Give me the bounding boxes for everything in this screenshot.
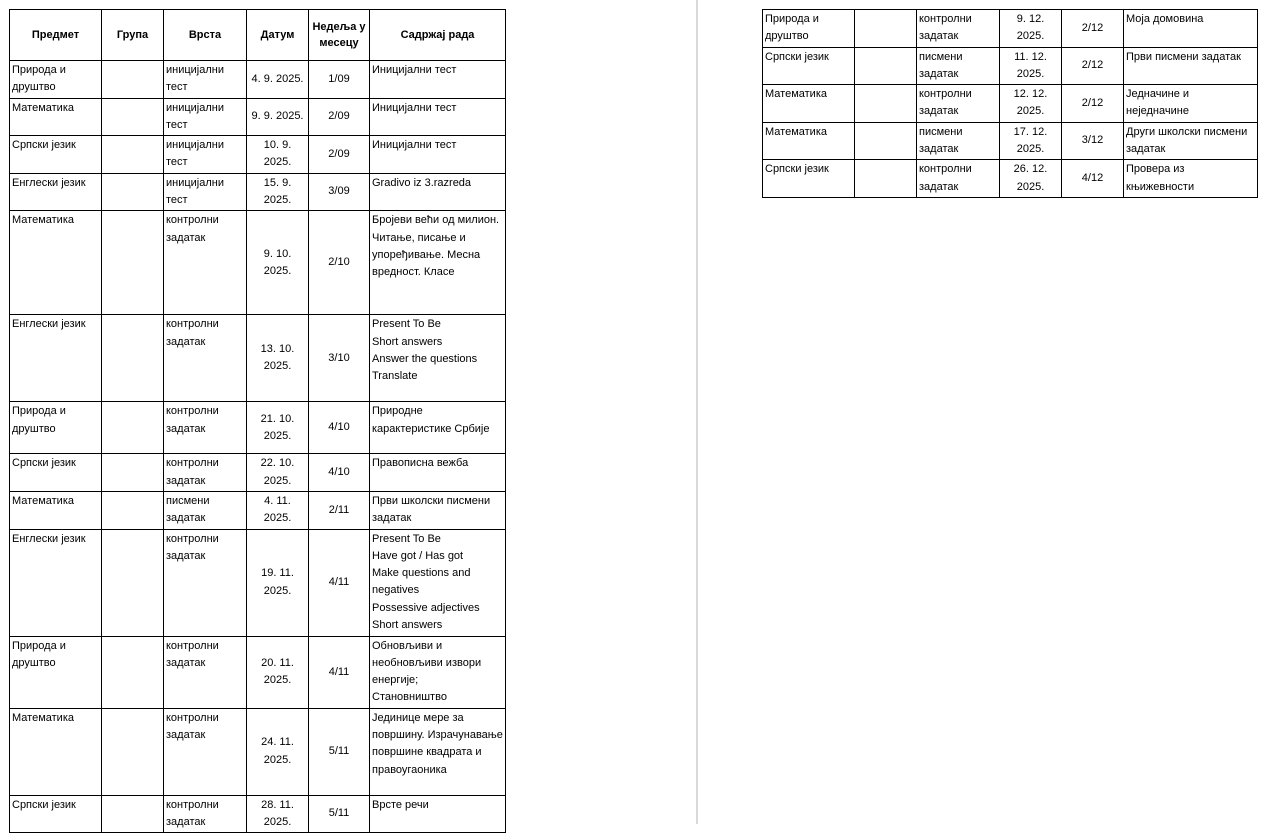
- cell-date: 20. 11. 2025.: [247, 636, 309, 708]
- cell-content: Јединице мере за површину. Израчунавање површине квадрата и правоугаоника: [370, 708, 506, 795]
- cell-type: иницијални тест: [164, 98, 247, 136]
- cell-subject: Српски језик: [10, 795, 102, 833]
- cell-type: писмени задатак: [917, 122, 1000, 160]
- cell-content: Иницијални тест: [370, 136, 506, 174]
- cell-week: 3/12: [1062, 122, 1124, 160]
- cell-week: 3/09: [309, 173, 370, 211]
- table-row: [10, 211, 506, 315]
- cell-group: [855, 160, 917, 198]
- cell-week: 2/12: [1062, 47, 1124, 85]
- table-row: [763, 160, 1258, 198]
- table-row: [763, 122, 1258, 160]
- table-row: [10, 795, 506, 833]
- cell-content: Правописна вежба: [370, 454, 506, 492]
- cell-group: [102, 98, 164, 136]
- header-type: Врста: [164, 10, 247, 61]
- cell-week: 2/09: [309, 136, 370, 174]
- cell-week: 2/11: [309, 491, 370, 529]
- cell-subject: Математика: [10, 491, 102, 529]
- header-subject: Предмет: [10, 10, 102, 61]
- cell-subject: Математика: [10, 211, 102, 315]
- cell-group: [102, 708, 164, 795]
- cell-group: [102, 315, 164, 402]
- cell-date: 28. 11. 2025.: [247, 795, 309, 833]
- cell-type: иницијални тест: [164, 173, 247, 211]
- cell-content: Present To Be Short answers Answer the questions Translate: [370, 315, 506, 402]
- table-row: [10, 708, 506, 795]
- cell-type: иницијални тест: [164, 61, 247, 99]
- cell-content: Иницијални тест: [370, 61, 506, 99]
- cell-week: 4/10: [309, 454, 370, 492]
- cell-date: 9. 10. 2025.: [247, 211, 309, 315]
- header-group: Група: [102, 10, 164, 61]
- cell-content: Једначине и неједначине: [1124, 85, 1258, 123]
- cell-subject: Енглески језик: [10, 315, 102, 402]
- cell-group: [102, 795, 164, 833]
- cell-group: [855, 47, 917, 85]
- cell-type: контролни задатак: [917, 10, 1000, 48]
- table-row: [10, 61, 506, 99]
- cell-type: контролни задатак: [164, 315, 247, 402]
- cell-type: писмени задатак: [164, 491, 247, 529]
- cell-date: 12. 12. 2025.: [1000, 85, 1062, 123]
- cell-content: Gradivo iz 3.razreda: [370, 173, 506, 211]
- cell-date: 11. 12. 2025.: [1000, 47, 1062, 85]
- cell-content: Други школски писмени задатак: [1124, 122, 1258, 160]
- cell-content: Први писмени задатак: [1124, 47, 1258, 85]
- test-schedule-table-page-1: [9, 9, 506, 833]
- cell-group: [102, 61, 164, 99]
- cell-date: 9. 12. 2025.: [1000, 10, 1062, 48]
- table-row: [10, 636, 506, 708]
- cell-group: [855, 85, 917, 123]
- cell-subject: Математика: [763, 85, 855, 123]
- cell-subject: Српски језик: [10, 454, 102, 492]
- cell-group: [102, 211, 164, 315]
- cell-content: Врсте речи: [370, 795, 506, 833]
- cell-date: 26. 12. 2025.: [1000, 160, 1062, 198]
- cell-date: 13. 10. 2025.: [247, 315, 309, 402]
- cell-group: [102, 529, 164, 636]
- cell-type: контролни задатак: [164, 402, 247, 454]
- cell-type: контролни задатак: [164, 708, 247, 795]
- cell-group: [102, 636, 164, 708]
- cell-week: 2/09: [309, 98, 370, 136]
- cell-group: [102, 173, 164, 211]
- cell-subject: Енглески језик: [10, 173, 102, 211]
- cell-content: Провера из књижевности: [1124, 160, 1258, 198]
- cell-week: 2/10: [309, 211, 370, 315]
- cell-type: контролни задатак: [164, 636, 247, 708]
- cell-date: 4. 11. 2025.: [247, 491, 309, 529]
- cell-group: [102, 491, 164, 529]
- cell-subject: Српски језик: [10, 136, 102, 174]
- cell-week: 1/09: [309, 61, 370, 99]
- table-row: [10, 136, 506, 174]
- cell-week: 5/11: [309, 795, 370, 833]
- cell-subject: Математика: [10, 98, 102, 136]
- table-row: [10, 529, 506, 636]
- cell-subject: Математика: [10, 708, 102, 795]
- cell-date: 22. 10. 2025.: [247, 454, 309, 492]
- header-date: Датум: [247, 10, 309, 61]
- test-schedule-table-page-2: [762, 9, 1258, 198]
- cell-subject: Природа и друштво: [10, 402, 102, 454]
- table-row: [10, 402, 506, 454]
- cell-type: писмени задатак: [917, 47, 1000, 85]
- cell-week: 4/12: [1062, 160, 1124, 198]
- cell-type: контролни задатак: [917, 160, 1000, 198]
- cell-content: Иницијални тест: [370, 98, 506, 136]
- cell-type: контролни задатак: [164, 795, 247, 833]
- cell-content: Први школски писмени задатак: [370, 491, 506, 529]
- cell-week: 4/11: [309, 529, 370, 636]
- cell-group: [855, 10, 917, 48]
- cell-date: 10. 9. 2025.: [247, 136, 309, 174]
- cell-content: Природне карактеристике Србије: [370, 402, 506, 454]
- table-row: [763, 85, 1258, 123]
- cell-subject: Енглески језик: [10, 529, 102, 636]
- cell-subject: Природа и друштво: [10, 636, 102, 708]
- cell-date: 17. 12. 2025.: [1000, 122, 1062, 160]
- cell-subject: Природа и друштво: [763, 10, 855, 48]
- page-divider: [696, 0, 698, 824]
- table-row: [763, 47, 1258, 85]
- table-row: [10, 98, 506, 136]
- cell-subject: Математика: [763, 122, 855, 160]
- cell-type: контролни задатак: [164, 454, 247, 492]
- header-week: Недеља у месецу: [309, 10, 370, 61]
- cell-week: 4/11: [309, 636, 370, 708]
- table-row: [10, 315, 506, 402]
- cell-week: 2/12: [1062, 10, 1124, 48]
- header-content: Садржај рада: [370, 10, 506, 61]
- cell-group: [855, 122, 917, 160]
- cell-subject: Српски језик: [763, 47, 855, 85]
- header-row: [10, 10, 506, 61]
- cell-group: [102, 454, 164, 492]
- table-row: [10, 454, 506, 492]
- cell-group: [102, 136, 164, 174]
- cell-content: Present To Be Have got / Has got Make questions and negatives Possessive adjectives Short answers: [370, 529, 506, 636]
- cell-date: 19. 11. 2025.: [247, 529, 309, 636]
- cell-date: 9. 9. 2025.: [247, 98, 309, 136]
- table-row: [10, 491, 506, 529]
- cell-date: 15. 9. 2025.: [247, 173, 309, 211]
- cell-date: 24. 11. 2025.: [247, 708, 309, 795]
- table-row: [10, 173, 506, 211]
- cell-type: контролни задатак: [917, 85, 1000, 123]
- cell-week: 4/10: [309, 402, 370, 454]
- cell-date: 4. 9. 2025.: [247, 61, 309, 99]
- cell-content: Моја домовина: [1124, 10, 1258, 48]
- cell-type: иницијални тест: [164, 136, 247, 174]
- table-row: [763, 10, 1258, 48]
- cell-subject: Српски језик: [763, 160, 855, 198]
- cell-date: 21. 10. 2025.: [247, 402, 309, 454]
- cell-type: контролни задатак: [164, 529, 247, 636]
- cell-type: контролни задатак: [164, 211, 247, 315]
- cell-content: Бројеви већи од милион. Читање, писање и упоређивање. Месна вредност. Класе: [370, 211, 506, 315]
- cell-week: 2/12: [1062, 85, 1124, 123]
- cell-week: 3/10: [309, 315, 370, 402]
- cell-content: Обновљиви и необновљиви извори енергије; Становништво: [370, 636, 506, 708]
- cell-subject: Природа и друштво: [10, 61, 102, 99]
- cell-week: 5/11: [309, 708, 370, 795]
- cell-group: [102, 402, 164, 454]
